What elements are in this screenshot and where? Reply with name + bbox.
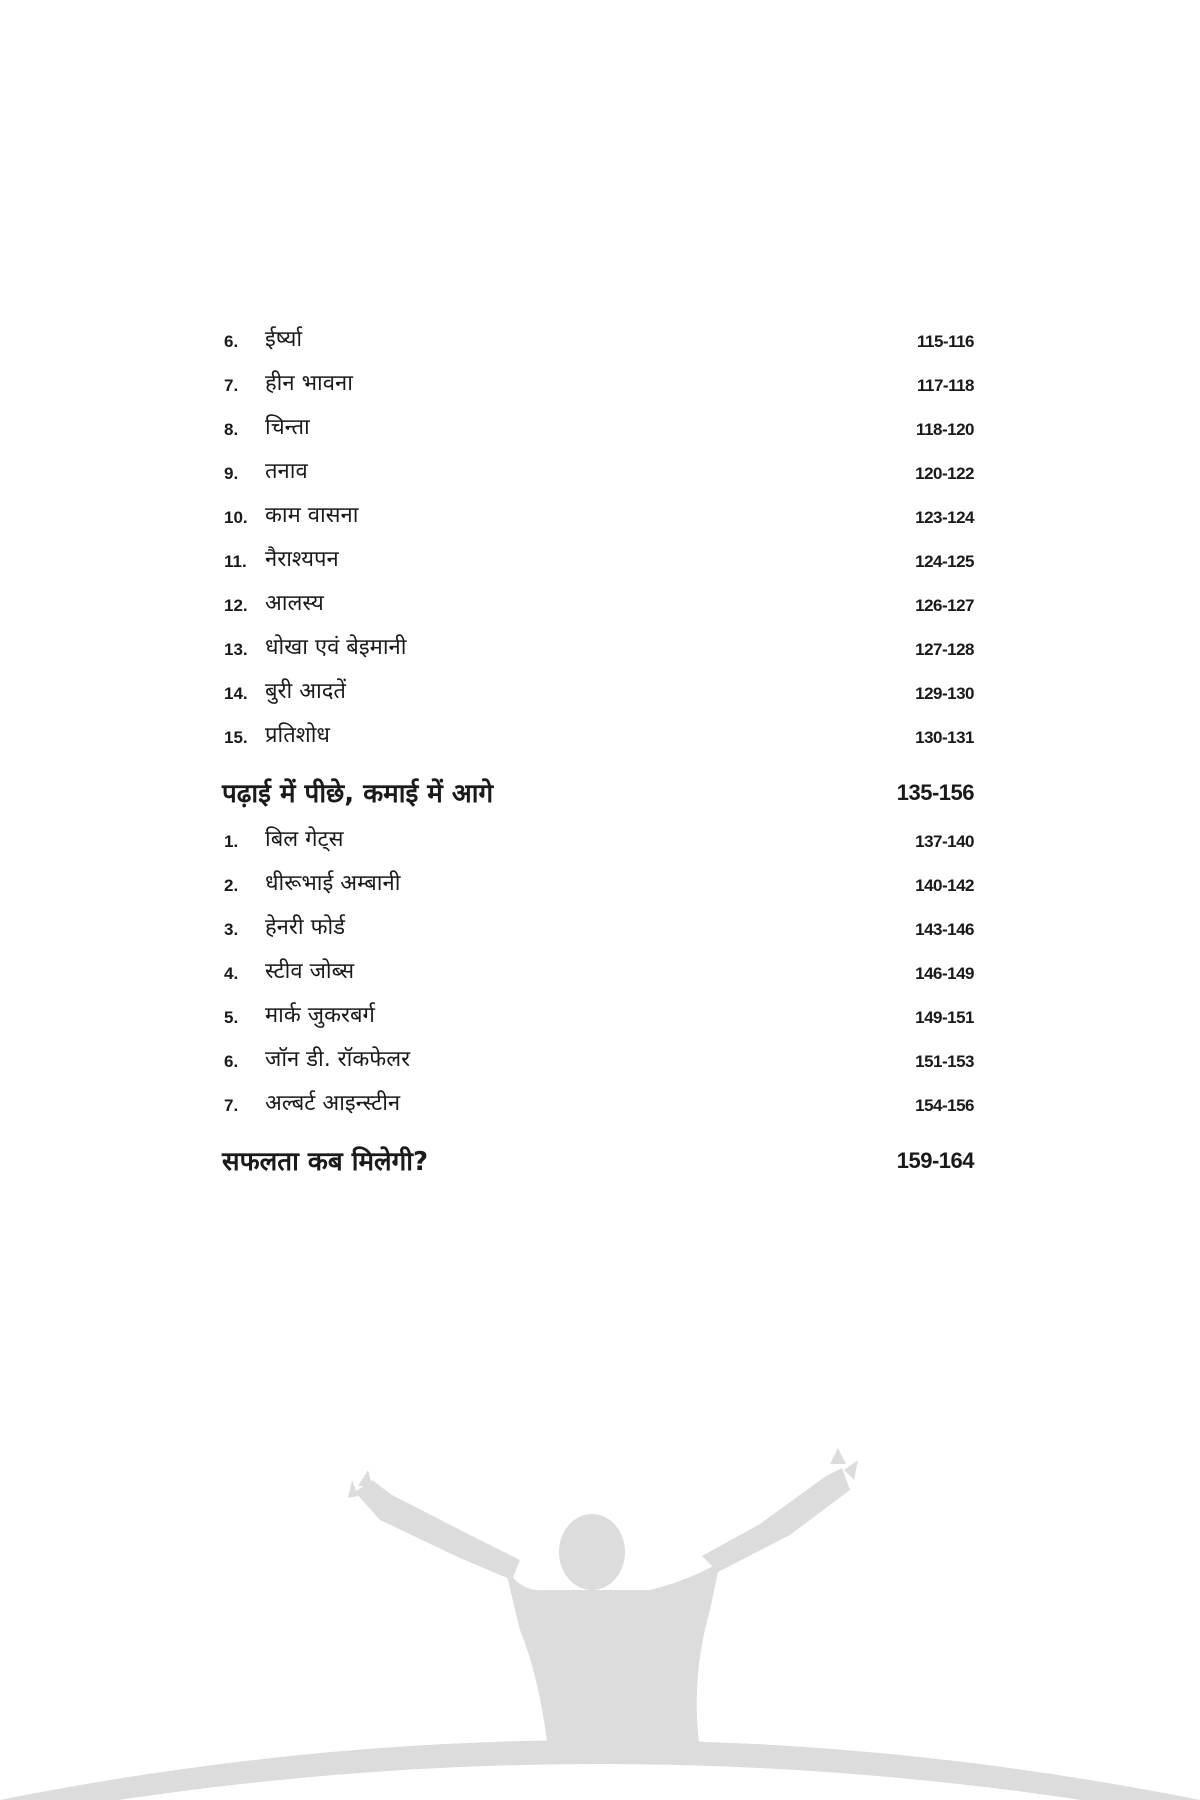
toc-entry[interactable] (222, 626, 974, 670)
toc-entry-title: आलस्य (265, 591, 324, 616)
toc-entry-number: 6. (224, 1052, 239, 1071)
toc-entry-number: 12. (224, 596, 248, 615)
toc-entry-title: बिल गेट्स (265, 827, 344, 852)
toc-entry-pages: 129-130 (915, 684, 974, 703)
toc-entry-title: जॉन डी. रॉकफेलर (265, 1047, 411, 1072)
toc-entry-pages: 115-116 (916, 332, 974, 351)
toc-entry[interactable] (222, 406, 974, 450)
toc-entry-number: 5. (224, 1008, 239, 1027)
toc-entry-pages: 127-128 (915, 640, 974, 659)
toc-entry-pages: 124-125 (915, 552, 974, 571)
toc-entry-number: 8. (224, 420, 239, 439)
section-pages: 159-164 (896, 1148, 974, 1173)
toc-entry[interactable] (222, 450, 974, 494)
toc-entry-number: 2. (224, 876, 239, 895)
toc-entry[interactable] (222, 994, 974, 1038)
toc-entry-title: तनाव (265, 459, 308, 484)
toc-entry[interactable] (222, 670, 974, 714)
section-title: पढ़ाई में पीछे, कमाई में आगे (222, 779, 494, 809)
toc-entry-title: धीरूभाई अम्बानी (265, 871, 401, 896)
toc-entry-pages: 146-149 (915, 964, 974, 983)
raised-arms-figure-icon (0, 1440, 1200, 1800)
toc-entry-number: 6. (224, 332, 239, 351)
toc-entry-pages: 126-127 (915, 596, 974, 615)
toc-entry-number: 9. (224, 464, 239, 483)
toc-entry-number: 10. (224, 508, 248, 527)
toc-entry-number: 7. (224, 376, 239, 395)
toc-entry-number: 4. (224, 964, 239, 983)
toc-entry-pages: 130-131 (915, 728, 974, 747)
section-pages: 135-156 (896, 780, 974, 805)
toc-entry-title: बुरी आदतें (265, 679, 346, 704)
toc-entry-pages: 154-156 (915, 1096, 974, 1115)
toc-entry-title: ईर्ष्या (265, 327, 303, 352)
toc-entry-pages: 149-151 (915, 1008, 974, 1027)
toc-entry-title: अल्बर्ट आइन्स्टीन (265, 1091, 401, 1116)
toc-entry-title: हेनरी फोर्ड (265, 915, 346, 940)
toc-entry-title: स्टीव जोब्स (265, 959, 355, 984)
toc-entry-number: 14. (224, 684, 248, 703)
toc-entry-pages: 118-120 (916, 420, 974, 439)
toc-entry[interactable] (222, 818, 974, 862)
toc-entry-title: हीन भावना (265, 371, 353, 396)
toc-entry-title: मार्क जुकरबर्ग (265, 1003, 375, 1028)
toc-entry-number: 13. (224, 640, 248, 659)
toc-entry[interactable] (222, 862, 974, 906)
toc-entry-number: 1. (224, 832, 239, 851)
toc-entry-pages: 123-124 (915, 508, 974, 527)
toc-entry-pages: 140-142 (915, 876, 974, 895)
table-of-contents (222, 318, 974, 1186)
toc-entry[interactable] (222, 1038, 974, 1082)
toc-entry[interactable] (222, 950, 974, 994)
toc-entry-pages: 120-122 (915, 464, 974, 483)
toc-entry-pages: 137-140 (915, 832, 974, 851)
toc-section-heading[interactable] (222, 1136, 974, 1186)
toc-entry[interactable] (222, 362, 974, 406)
toc-entry[interactable] (222, 318, 974, 362)
toc-entry-title: नैराश्यपन (265, 547, 339, 572)
toc-entry[interactable] (222, 494, 974, 538)
toc-entry-number: 3. (224, 920, 239, 939)
toc-entry-title: धोखा एवं बेइमानी (265, 635, 407, 660)
toc-entry-pages: 117-118 (916, 376, 974, 395)
toc-entry-number: 11. (224, 552, 247, 571)
toc-entry[interactable] (222, 906, 974, 950)
toc-entry[interactable] (222, 582, 974, 626)
toc-section-heading[interactable] (222, 768, 974, 818)
toc-entry-pages: 143-146 (915, 920, 974, 939)
toc-entry-title: प्रतिशोध (265, 723, 330, 748)
section-title: सफलता कब मिलेगी? (222, 1147, 429, 1177)
toc-entry[interactable] (222, 538, 974, 582)
toc-entry-number: 7. (224, 1096, 239, 1115)
toc-entry-number: 15. (224, 728, 248, 747)
toc-entry-pages: 151-153 (915, 1052, 974, 1071)
toc-entry[interactable] (222, 1082, 974, 1126)
toc-entry-title: काम वासना (265, 503, 359, 528)
toc-entry-title: चिन्ता (265, 415, 310, 440)
toc-entry[interactable] (222, 714, 974, 758)
